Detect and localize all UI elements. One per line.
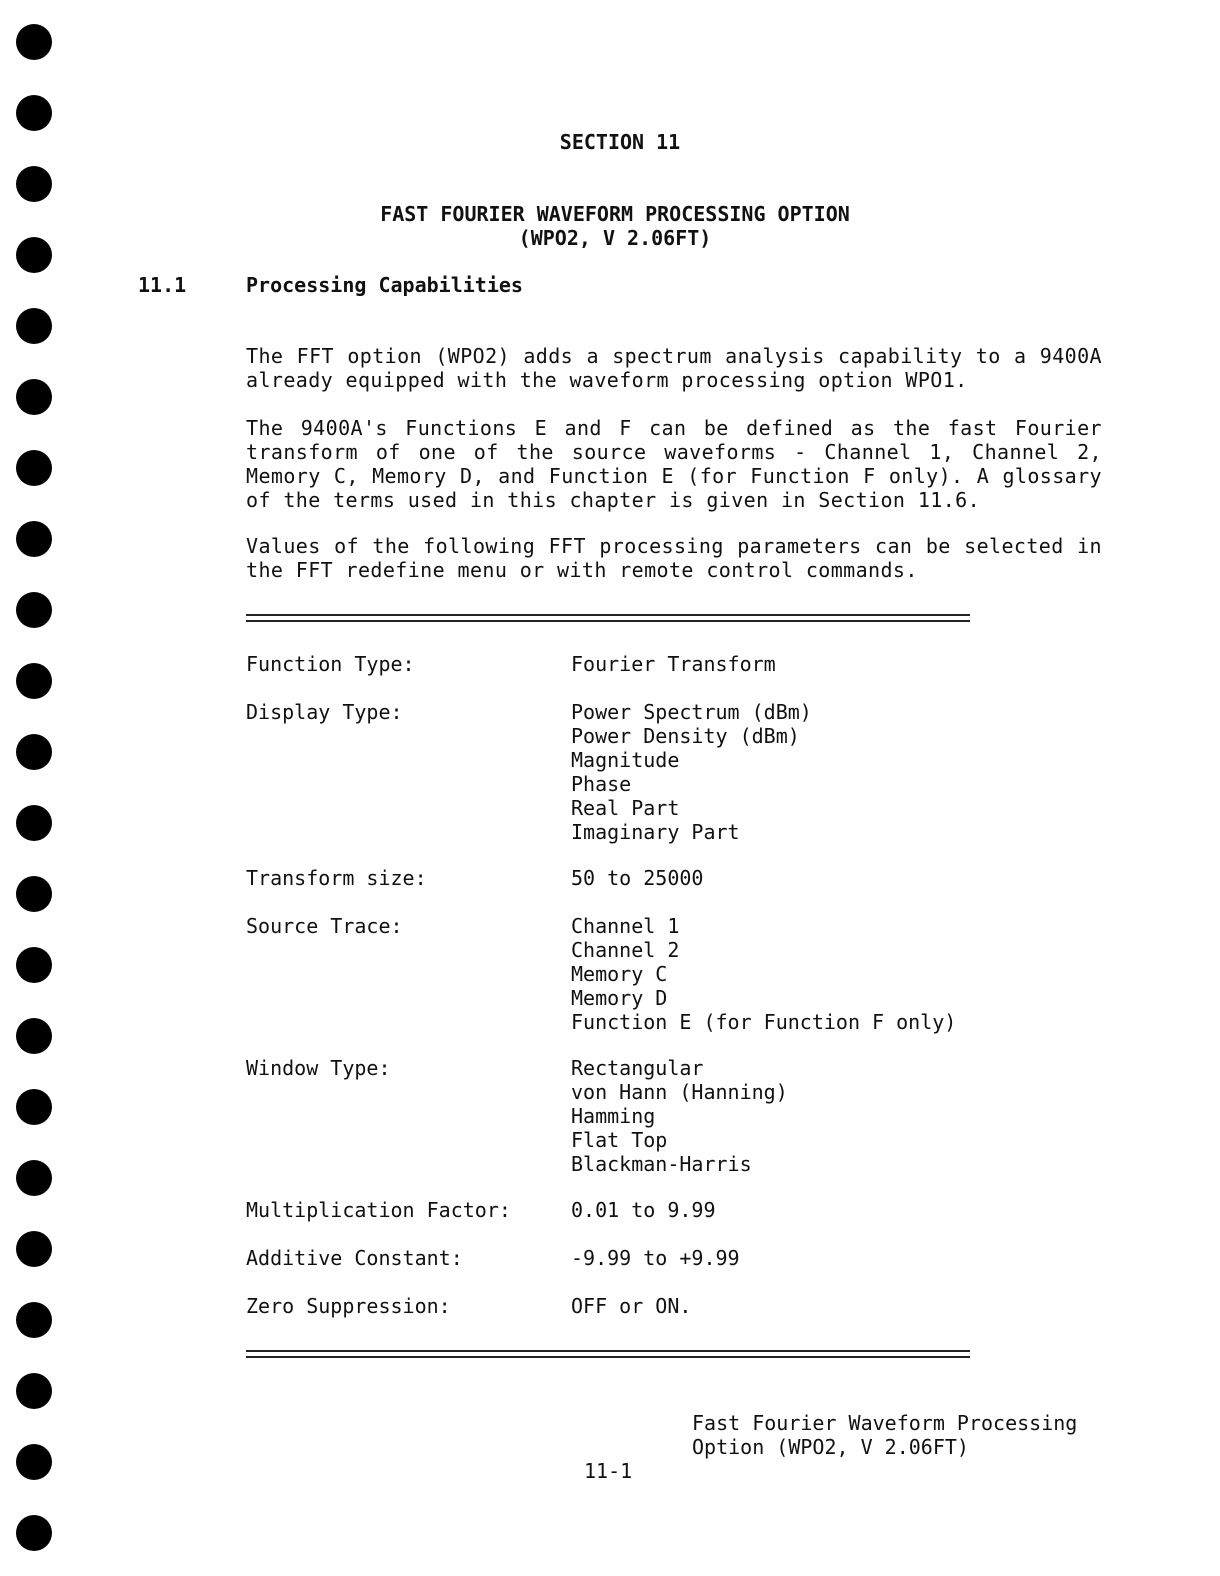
parameter-value: Magnitude	[571, 748, 680, 772]
intro-paragraph: The FFT option (WPO2) adds a spectrum analysis capability to a 9400A already equipped with the waveform processing option WPO1.	[246, 344, 1102, 392]
parameter-label: Window Type:	[246, 1056, 391, 1080]
binder-hole	[16, 876, 52, 912]
subsection-number: 11.1	[138, 273, 187, 297]
footer-title-version: Option (WPO2, V 2.06FT)	[692, 1435, 969, 1459]
parameter-value: von Hann (Hanning)	[571, 1080, 788, 1104]
parameter-value: Channel 2	[571, 938, 680, 962]
parameters-intro-paragraph: Values of the following FFT processing parameters can be selected in the FFT redefine menu or with remote control commands.	[246, 534, 1102, 582]
parameter-values	[571, 1056, 788, 1176]
document-title-version: (WPO2, V 2.06FT)	[518, 226, 712, 250]
parameter-value: Power Spectrum (dBm)	[571, 700, 812, 724]
functions-paragraph: The 9400A's Functions E and F can be defined as the fast Fourier transform of one of the source waveforms - Channel 1, Channel 2, Memory C, Memory D, and Function E (for Function F only). A glossary of the terms used in this chapter is given in Section 11.6.	[246, 416, 1102, 512]
binder-hole	[16, 308, 52, 344]
document-title: FAST FOURIER WAVEFORM PROCESSING OPTION	[380, 202, 850, 226]
binder-hole	[16, 1302, 52, 1338]
parameter-values	[571, 652, 776, 676]
binder-hole	[16, 1373, 52, 1409]
parameter-label: Multiplication Factor:	[246, 1198, 511, 1222]
parameter-value: Fourier Transform	[571, 652, 776, 676]
parameter-values	[571, 914, 956, 1034]
binder-hole	[16, 663, 52, 699]
parameter-value: Flat Top	[571, 1128, 668, 1152]
parameter-values	[571, 1198, 716, 1222]
binder-hole	[16, 166, 52, 202]
subsection-title: Processing Capabilities	[246, 273, 523, 297]
page-number: 11-1	[584, 1459, 633, 1483]
parameter-label: Transform size:	[246, 866, 427, 890]
parameter-values	[571, 1294, 691, 1318]
binder-hole	[16, 450, 52, 486]
parameter-value: Imaginary Part	[571, 820, 740, 844]
footer-title: Fast Fourier Waveform Processing	[692, 1411, 1078, 1435]
binder-hole	[16, 1515, 52, 1551]
binder-hole	[16, 1160, 52, 1196]
section-heading: SECTION 11	[559, 130, 681, 154]
parameter-values	[571, 1246, 740, 1270]
binder-hole	[16, 947, 52, 983]
parameter-value: Channel 1	[571, 914, 680, 938]
binder-hole	[16, 805, 52, 841]
double-rule-top	[246, 614, 970, 622]
parameter-value: -9.99 to +9.99	[571, 1246, 740, 1270]
binder-hole	[16, 1018, 52, 1054]
parameter-label: Source Trace:	[246, 914, 403, 938]
parameter-value: Hamming	[571, 1104, 656, 1128]
binder-hole	[16, 1231, 52, 1267]
binder-hole	[16, 734, 52, 770]
binder-hole	[16, 592, 52, 628]
parameter-value: Power Density (dBm)	[571, 724, 800, 748]
parameter-value: 0.01 to 9.99	[571, 1198, 716, 1222]
parameter-value: Rectangular	[571, 1056, 704, 1080]
parameter-value: Memory C	[571, 962, 668, 986]
parameter-value: 50 to 25000	[571, 866, 704, 890]
binder-hole	[16, 521, 52, 557]
parameter-values	[571, 700, 812, 844]
binder-hole	[16, 1444, 52, 1480]
parameter-value: Function E (for Function F only)	[571, 1010, 957, 1034]
binder-hole	[16, 1089, 52, 1125]
parameter-value: Phase	[571, 772, 632, 796]
parameter-values	[571, 866, 703, 890]
parameter-label: Additive Constant:	[246, 1246, 463, 1270]
parameter-value: Real Part	[571, 796, 680, 820]
binder-hole	[16, 95, 52, 131]
binder-hole	[16, 379, 52, 415]
parameter-value: Memory D	[571, 986, 668, 1010]
parameter-value: OFF or ON.	[571, 1294, 692, 1318]
parameter-label: Display Type:	[246, 700, 403, 724]
parameter-label: Zero Suppression:	[246, 1294, 451, 1318]
parameter-value: Blackman-Harris	[571, 1152, 752, 1176]
double-rule-bottom	[246, 1350, 970, 1358]
parameter-label: Function Type:	[246, 652, 415, 676]
binder-hole	[16, 24, 52, 60]
